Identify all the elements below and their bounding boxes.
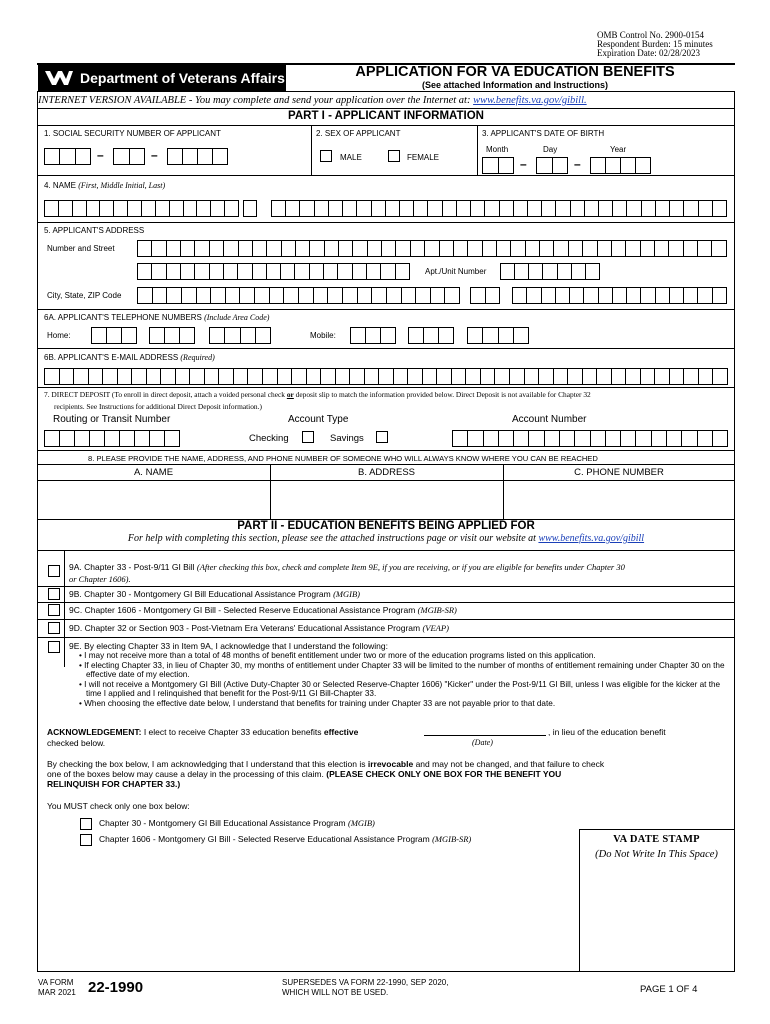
contact-label: 8. PLEASE PROVIDE THE NAME, ADDRESS, AND PHONE NUMBER OF SOMEONE WHO WILL ALWAYS KNOW WHERE YOU CAN BE REACHED [88, 454, 598, 463]
opt30-label: Chapter 30 - Montgomery GI Bill Educational Assistance Program [99, 818, 348, 828]
item-9c-label: 9C. Chapter 1606 - Montgomery GI Bill - Selected Reserve Educational Assistance Program [69, 605, 418, 615]
ssn-label: 1. SOCIAL SECURITY NUMBER OF APPLICANT [44, 129, 221, 138]
divider [37, 550, 735, 551]
item-9d-label: 9D. Chapter 32 or Section 903 - Post-Vietnam Era Veterans' Educational Assistance Program [69, 623, 423, 633]
city-label: City, State, ZIP Code [47, 291, 122, 300]
date-hint: (Date) [472, 738, 493, 747]
effective-date-field[interactable] [424, 735, 546, 736]
ack-tail: , in lieu of the education benefit [548, 727, 666, 737]
chapter32-checkbox[interactable] [48, 622, 60, 634]
month-label: Month [486, 145, 509, 154]
ack-label: ACKNOWLEDGEMENT: [47, 727, 142, 737]
form-label: VA FORM [38, 978, 74, 987]
checking-checkbox[interactable] [302, 431, 314, 443]
dd-text-3: recipients. See Instructions for additional Direct Deposit information.) [54, 402, 262, 411]
item-9a-note-2 [69, 574, 131, 584]
male-label: MALE [340, 153, 362, 162]
bullet-item: • When choosing the effective date below, I understand that benefits for training under Chapter 33 are not payable prior to that date. [79, 698, 556, 708]
divider [37, 222, 735, 223]
divider [37, 464, 735, 465]
item-9b [69, 589, 360, 599]
name-hint: (First, Middle Initial, Last) [78, 181, 166, 190]
first-name-field[interactable] [44, 200, 239, 217]
divider [37, 602, 735, 603]
omb-control-number: OMB Control No. 2900-0154 [597, 30, 705, 40]
divider [37, 309, 735, 310]
help-link[interactable]: www.benefits.va.gov/gibill [538, 533, 645, 544]
home-area-code[interactable] [91, 327, 137, 344]
relinquish-chapter1606 [99, 834, 471, 844]
ack-text: I elect to receive Chapter 33 education benefits [141, 727, 324, 737]
divider [37, 348, 735, 349]
divider [64, 550, 65, 667]
col-phone: C. PHONE NUMBER [574, 467, 664, 478]
must-check: You MUST check only one box below: [47, 801, 190, 811]
divider [37, 387, 735, 388]
acknowledge-checkbox[interactable] [48, 641, 60, 653]
home-line[interactable] [209, 327, 271, 344]
irr-text-2: and may not be changed, and that failure to check [413, 759, 605, 769]
ack-effective: effective [323, 727, 359, 737]
ssn-field-1[interactable] [44, 148, 91, 165]
item-9a-note: (After checking this box, check and complete Item 9E, if you are receiving, or if you are eligible for benefits under Chapter 30 [196, 562, 625, 572]
dash: – [151, 148, 158, 162]
direct-deposit-label [44, 390, 591, 399]
apt-field[interactable] [500, 263, 600, 280]
col-address: B. ADDRESS [357, 467, 416, 478]
item-9b-label: 9B. Chapter 30 - Montgomery GI Bill Educational Assistance Program [69, 589, 334, 599]
street-field[interactable] [137, 240, 727, 257]
bullet-item: • If electing Chapter 33, in lieu of Chapter 30, my months of entitlement under Chapter 33 will be limited to the number of months of entitlement remaining under Chapter 30 on the effective date of my election. [79, 660, 725, 680]
item-9d [69, 623, 449, 633]
divider [477, 125, 478, 175]
savings-checkbox[interactable] [376, 431, 388, 443]
irr-word: irrevocable [367, 759, 414, 769]
part1-title: PART I - APPLICANT INFORMATION [288, 110, 484, 122]
opt1606-abbr: (MGIB-SR) [432, 834, 472, 844]
irrevocable-line-1 [47, 759, 604, 769]
item-9e-bullets [76, 651, 726, 709]
account-type-label: Account Type [288, 414, 349, 425]
ssn-field-3[interactable] [167, 148, 228, 165]
part2-title: PART II - EDUCATION BENEFITS BEING APPLIED FOR [237, 520, 535, 532]
ssn-field-2[interactable] [113, 148, 145, 165]
phone-label-text: 6A. APPLICANT'S TELEPHONE NUMBERS [44, 313, 205, 322]
relinquish-chapter30 [99, 818, 375, 828]
page-number: PAGE 1 OF 4 [640, 984, 698, 995]
help-text [37, 533, 735, 544]
divider [37, 619, 735, 620]
dd-text-1: 7. DIRECT DEPOSIT (To enroll in direct deposit, attach a voided personal check [44, 390, 287, 399]
irrevocable-line-2 [47, 769, 561, 779]
omb-info [597, 31, 713, 58]
female-label: FEMALE [407, 153, 440, 162]
state-field[interactable] [470, 287, 500, 304]
mobile-line[interactable] [467, 327, 529, 344]
divider [311, 125, 312, 175]
chapter33-checkbox[interactable] [48, 565, 60, 577]
form-id [38, 978, 76, 998]
internet-text: INTERNET VERSION AVAILABLE - You may complete and send your application over the Internet at: [38, 95, 474, 106]
routing-label: Routing or Transit Number [53, 414, 171, 425]
city-field[interactable] [137, 287, 460, 304]
checking-label: Checking [249, 433, 289, 444]
chapter30-checkbox[interactable] [48, 588, 60, 600]
stamp-hint: (Do Not Write In This Space) [595, 849, 718, 860]
dob-year-field[interactable] [590, 157, 651, 174]
omb-burden: Respondent Burden: 15 minutes [597, 39, 713, 49]
col-name: A. NAME [133, 467, 174, 478]
email-label [44, 353, 215, 362]
bullet-text: If electing Chapter 33, in lieu of Chapter 30, my months of entitlement under Chapter 33 will be limited to the number of months of entitlement remaining under Chapter 30 on the effective date of my election. [84, 660, 725, 680]
year-label: Year [610, 145, 627, 154]
apt-label: Apt./Unit Number [425, 267, 487, 276]
middle-initial-field[interactable] [243, 200, 257, 217]
va-seal-icon [44, 69, 74, 87]
supersedes-1: SUPERSEDES VA FORM 22-1990, SEP 2020, [282, 978, 449, 987]
dob-month-field[interactable] [482, 157, 514, 174]
dd-or: or [286, 390, 294, 399]
item-9c-abbr: (MGIB-SR) [417, 605, 457, 615]
savings-label: Savings [330, 433, 364, 444]
name-label [44, 181, 165, 190]
item-9d-abbr: (VEAP) [422, 623, 449, 633]
divider [37, 125, 735, 126]
dash: – [520, 157, 527, 171]
ack-tail-2: checked below. [47, 738, 106, 748]
supersedes [282, 978, 448, 998]
irr-text-1: By checking the box below, I am acknowledging that I understand that this election is [47, 759, 368, 769]
last-name-field[interactable] [271, 200, 727, 217]
internet-notice [38, 95, 734, 106]
va-logo [38, 65, 286, 91]
phone-label [44, 313, 269, 322]
dob-day-field[interactable] [536, 157, 568, 174]
day-label: Day [543, 145, 558, 154]
divider [37, 637, 735, 638]
divider [37, 450, 735, 451]
name-label-text: 4. NAME [44, 181, 79, 190]
email-label-text: 6B. APPLICANT'S E-MAIL ADDRESS [44, 353, 181, 362]
relinquish-chapter1606-checkbox[interactable] [80, 834, 92, 846]
irr-text-3: one of the boxes below may cause a delay in the processing of this claim. [47, 769, 327, 779]
mobile-label: Mobile: [310, 331, 336, 340]
irrevocable-line-3: RELINQUISH FOR CHAPTER 33.) [47, 779, 181, 789]
zip-field[interactable] [512, 287, 727, 304]
bullet-text: When choosing the effective date below, I understand that benefits for training under Chapter 33 are not payable prior to that date. [84, 698, 556, 708]
item-9a [69, 562, 625, 572]
dash: – [97, 148, 104, 162]
dob-label: 3. APPLICANT'S DATE OF BIRTH [482, 129, 605, 138]
agency-name: Department of Veterans Affairs [80, 70, 285, 86]
form-number: 22-1990 [88, 979, 144, 996]
form-title: APPLICATION FOR VA EDUCATION BENEFITS [355, 64, 675, 80]
supersedes-2: WHICH WILL NOT BE USED. [282, 988, 389, 997]
bullet-text: I may not receive more than a total of 48 months of benefit entitlement under two or more of the education programs listed on this application. [84, 651, 596, 660]
chapter1606-checkbox[interactable] [48, 604, 60, 616]
item-9a-note2-text: or Chapter 1606). [69, 574, 131, 584]
mobile-area-code[interactable] [350, 327, 396, 344]
relinquish-chapter30-checkbox[interactable] [80, 818, 92, 830]
contact-address-field[interactable] [271, 481, 502, 518]
female-checkbox[interactable] [388, 150, 400, 162]
contact-name-field[interactable] [38, 481, 269, 518]
divider [37, 175, 735, 176]
email-hint: (Required) [180, 353, 215, 362]
routing-field[interactable] [44, 430, 180, 447]
item-9b-abbr: (MGIB) [333, 589, 360, 599]
irr-bold: (PLEASE CHECK ONLY ONE BOX FOR THE BENEFIT YOU [326, 769, 562, 779]
bullet-item: • I will not receive a Montgomery GI Bill (Active Duty-Chapter 30 or Selected Reserve-Chapter 1606) "Kicker" under the Post-9/11 GI Bill, unless I was eligible for the kicker at the time I applied and I relinquished that benefit for the Post-9/11 GI Bill-Chapter 33. [79, 679, 721, 699]
address-label: 5. APPLICANT'S ADDRESS [44, 226, 145, 235]
contact-phone-field[interactable] [504, 481, 734, 518]
dd-text-2: deposit slip to match the information provided below. Direct Deposit is not available for Chapter 32 [293, 390, 591, 399]
divider [37, 108, 735, 109]
stamp-title: VA DATE STAMP [613, 834, 700, 845]
home-prefix[interactable] [149, 327, 195, 344]
email-field[interactable] [44, 368, 728, 385]
item-9c [69, 605, 457, 615]
item-9a-label: 9A. Chapter 33 - Post-9/11 GI Bill [69, 562, 197, 572]
divider [37, 971, 735, 972]
sex-label: 2. SEX OF APPLICANT [316, 129, 401, 138]
dash: – [574, 157, 581, 171]
item-9e: 9E. By electing Chapter 33 in Item 9A, I acknowledge that I understand the following: [69, 641, 388, 651]
account-number-field[interactable] [452, 430, 728, 447]
street-label: Number and Street [47, 244, 115, 253]
mobile-prefix[interactable] [408, 327, 454, 344]
bullet-text: I will not receive a Montgomery GI Bill (Active Duty-Chapter 30 or Selected Reserve-Chapter 1606) "Kicker" under the Post-9/11 GI Bill, unless I was eligible for the kicker at the time I applied and I relinquished that benefit for the Post-9/11 GI Bill-Chapter 33. [84, 679, 721, 699]
acknowledgement [47, 727, 358, 737]
street-field-2[interactable] [137, 263, 410, 280]
omb-expiration: Expiration Date: 02/28/2023 [597, 48, 700, 58]
opt1606-label: Chapter 1606 - Montgomery GI Bill - Selected Reserve Educational Assistance Program [99, 834, 433, 844]
bullet-item: • I may not receive more than a total of 48 months of benefit entitlement under two or more of the education programs listed on this application. [79, 651, 596, 660]
phone-hint: (Include Area Code) [204, 313, 270, 322]
home-label: Home: [47, 331, 71, 340]
opt30-abbr: (MGIB) [347, 818, 375, 828]
male-checkbox[interactable] [320, 150, 332, 162]
form-date: MAR 2021 [38, 988, 76, 997]
gibill-link[interactable]: www.benefits.va.gov/gibill. [473, 95, 587, 106]
form-subtitle: (See attached Information and Instructions) [421, 80, 609, 90]
divider [37, 586, 735, 587]
account-number-label: Account Number [512, 414, 587, 425]
help-text-body: For help with completing this section, please see the attached instructions page or visit our website at [127, 533, 539, 544]
